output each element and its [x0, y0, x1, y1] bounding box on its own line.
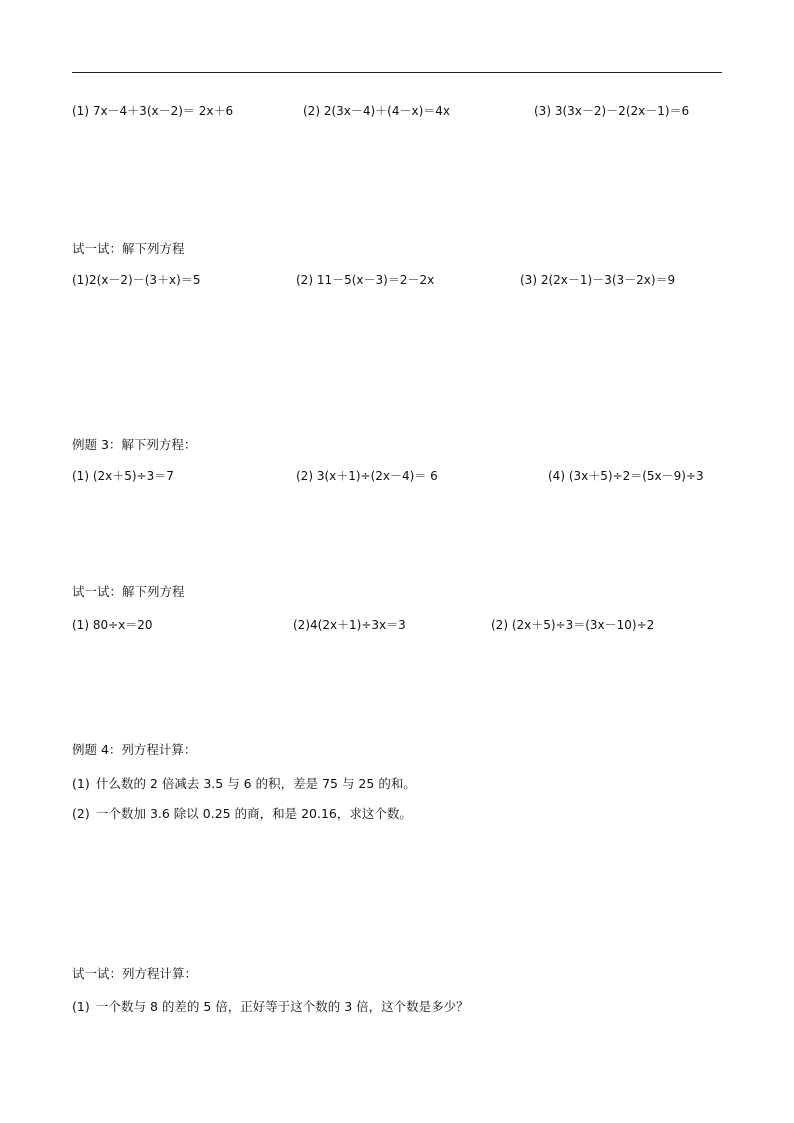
equation-2-2: (2) 11－5(x－3)＝2－2x: [296, 273, 435, 287]
equation-1-2: (2) 2(3x－4)＋(4－x)＝4x: [303, 104, 451, 118]
equation-2-1: (1)2(x－2)－(3＋x)＝5: [72, 273, 201, 287]
equation-3-3: (4) (3x＋5)÷2＝(5x－9)÷3: [548, 469, 704, 483]
section-heading-try-1: 试一试：解下列方程: [72, 241, 185, 256]
word-problem-6-1: [72, 999, 469, 1015]
header-rule: [72, 72, 722, 73]
word-problem-5-2: [72, 806, 412, 822]
item-number: (2): [72, 806, 90, 821]
equation-4-1: (1) 80÷x＝20: [72, 618, 153, 632]
equation-2-3: (3) 2(2x－1)－3(3－2x)＝9: [520, 273, 676, 287]
word-problem-5-1: [72, 776, 416, 792]
item-text: 一个数加 3.6 除以 0.25 的商，和是 20.16，求这个数。: [95, 806, 412, 821]
equation-1-3: (3) 3(3x－2)－2(2x－1)＝6: [534, 104, 690, 118]
item-text: 一个数与 8 的差的 5 倍，正好等于这个数的 3 倍，这个数是多少？: [95, 999, 469, 1014]
section-heading-example-3: 例题 3：解下列方程：: [72, 437, 197, 452]
equation-3-2: (2) 3(x＋1)÷(2x－4)＝ 6: [296, 469, 438, 483]
equation-4-3: (2) (2x＋5)÷3＝(3x－10)÷2: [491, 618, 655, 632]
item-text: 什么数的 2 倍减去 3.5 与 6 的积，差是 75 与 25 的和。: [95, 776, 416, 791]
equation-3-1: (1) (2x＋5)÷3＝7: [72, 469, 174, 483]
item-number: (1): [72, 776, 90, 791]
equation-1-1: (1) 7x－4＋3(x－2)＝ 2x＋6: [72, 104, 234, 118]
section-heading-example-4: 例题 4：列方程计算：: [72, 742, 197, 757]
equation-4-2: (2)4(2x＋1)÷3x＝3: [293, 618, 406, 632]
section-heading-try-2: 试一试：解下列方程: [72, 584, 185, 599]
item-number: (1): [72, 999, 90, 1014]
section-heading-try-3: 试一试：列方程计算：: [72, 966, 198, 981]
